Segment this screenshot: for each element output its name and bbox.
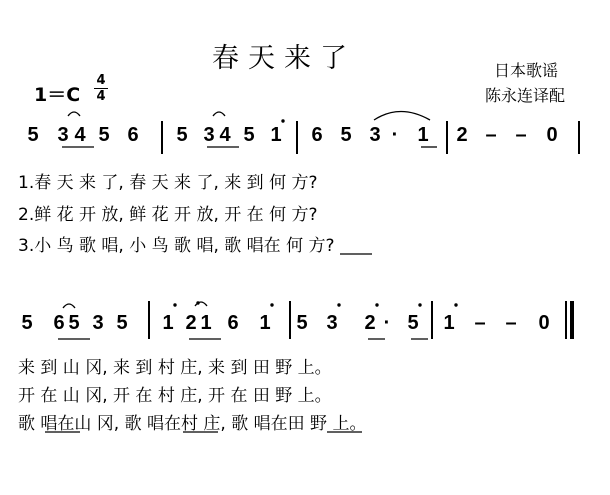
system1-note: 4 <box>74 124 86 146</box>
system1-note: 5 <box>243 124 255 146</box>
system1-note: 3 <box>369 124 381 146</box>
system2-note: 5 <box>407 312 419 334</box>
octave-dot <box>337 303 340 306</box>
key-signature: 1＝C <box>34 84 81 106</box>
octave-dot <box>173 303 176 306</box>
system2-note: 5 <box>21 312 33 334</box>
slur-arc <box>63 304 75 308</box>
octave-dot <box>454 303 457 306</box>
octave-dot <box>418 303 421 306</box>
system1-note: 1 <box>417 124 429 146</box>
slur-arc <box>68 112 80 116</box>
octave-dot <box>196 301 199 304</box>
lyric-line-6: 歌 唱在山 冈, 歌 唱在村 庄, 歌 唱在田 野 上。 <box>18 414 367 434</box>
lyric-line-3: 3.小 鸟 歌 唱, 小 鸟 歌 唱, 歌 唱在 何 方? <box>18 236 335 256</box>
system1-note: 6 <box>127 124 139 146</box>
slur-arc <box>213 112 225 116</box>
system2-note: 2 <box>185 312 197 334</box>
system1-note: 1 <box>270 124 282 146</box>
lyric-line-4: 来 到 山 冈, 来 到 村 庄, 来 到 田 野 上。 <box>18 358 332 378</box>
tie-arc <box>374 112 430 121</box>
system2-note: – <box>474 312 486 334</box>
system2-note: · <box>383 312 391 334</box>
lyric-line-2: 2.鲜 花 开 放, 鲜 花 开 放, 开 在 何 方? <box>18 205 318 225</box>
system1-note: · <box>391 124 399 146</box>
song-title: 春天来了 <box>212 43 356 74</box>
system2-note: 3 <box>92 312 104 334</box>
octave-dot <box>281 119 284 122</box>
system1-note: 5 <box>27 124 39 146</box>
system2-note: 2 <box>364 312 376 334</box>
system2-note: 6 <box>53 312 65 334</box>
arranger-credit: 陈永连译配 <box>485 86 566 105</box>
origin-credit: 日本歌谣 <box>494 61 559 80</box>
time-signature-top: 4 <box>96 73 106 88</box>
system1-note: 3 <box>57 124 69 146</box>
system1-note: 6 <box>311 124 323 146</box>
system2-note: 1 <box>443 312 455 334</box>
system1-note: 5 <box>340 124 352 146</box>
system1-note: 5 <box>176 124 188 146</box>
system2-note: 3 <box>326 312 338 334</box>
time-signature-bottom: 4 <box>96 89 106 104</box>
system2-note: – <box>505 312 517 334</box>
system1-note: 2 <box>456 124 468 146</box>
system2-note: 1 <box>259 312 271 334</box>
system2-note: 1 <box>162 312 174 334</box>
octave-dot <box>375 303 378 306</box>
system1-note: – <box>515 124 527 146</box>
lyric-line-1: 1.春 天 来 了, 春 天 来 了, 来 到 何 方? <box>18 173 318 193</box>
octave-dot <box>270 303 273 306</box>
system1-note: 3 <box>203 124 215 146</box>
system1-note: – <box>485 124 497 146</box>
system1-note: 5 <box>98 124 110 146</box>
system2-note: 1 <box>200 312 212 334</box>
system1-note: 0 <box>546 124 558 146</box>
system2-note: 5 <box>296 312 308 334</box>
system2-note: 6 <box>227 312 239 334</box>
system2-note: 5 <box>68 312 80 334</box>
lyric-line-5: 开 在 山 冈, 开 在 村 庄, 开 在 田 野 上。 <box>18 386 332 406</box>
system2-note: 5 <box>116 312 128 334</box>
system1-note: 4 <box>219 124 231 146</box>
system2-note: 0 <box>538 312 550 334</box>
